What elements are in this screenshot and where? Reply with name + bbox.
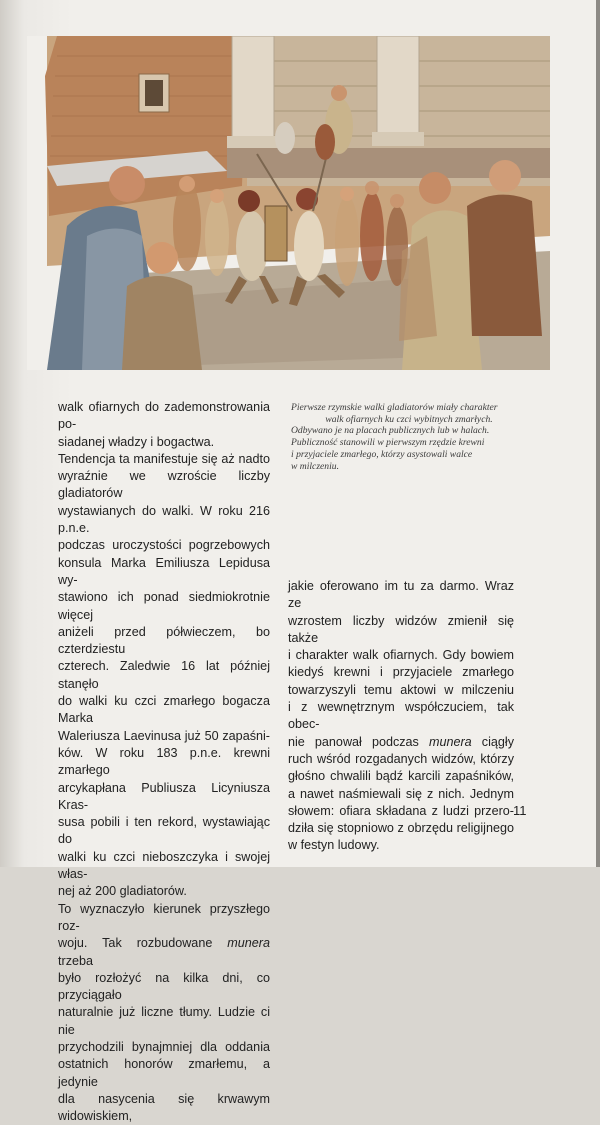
text-line: głośno chwalili bądź karcili zapaśników, bbox=[288, 769, 514, 784]
text-line: walki ku czci nieboszczyka i swojej włas- bbox=[58, 849, 270, 882]
illustration-caption bbox=[291, 402, 527, 472]
paragraph bbox=[58, 901, 270, 1125]
emphasis-munera: munera bbox=[227, 936, 270, 951]
text-line: ruch wśród rozgadanych widzów, którzy bbox=[288, 751, 514, 766]
page-number: 11 bbox=[513, 803, 527, 818]
text-line: i z wewnętrznym współczuciem, tak obec- bbox=[288, 700, 514, 732]
text-line bbox=[58, 935, 270, 970]
text-line: wyraźnie we wzroście liczby gladiatorów bbox=[58, 469, 270, 501]
text-line: w festyn ludowy. bbox=[288, 838, 380, 853]
text-line: czterech. Zaledwie 16 lat później stanęło bbox=[58, 659, 270, 691]
page-edge bbox=[596, 0, 600, 867]
caption-line: w milczeniu. bbox=[291, 460, 339, 472]
caption-line: Odbywano je na placach publicznych lub w halach. bbox=[291, 425, 490, 437]
text-line: To wyznaczyło kierunek przyszłego roz- bbox=[58, 901, 270, 933]
text-line: siadanej władzy i bogactwa. bbox=[58, 434, 215, 449]
text-line: słowem: ofiara składana z ludzi przero- bbox=[288, 803, 514, 818]
text-line: wystawianych do walki. W roku 216 p.n.e. bbox=[58, 503, 270, 536]
text-line: Tendencja ta manifestuje się aż nadto bbox=[58, 451, 270, 466]
text-column-right bbox=[288, 578, 514, 855]
paragraph bbox=[58, 451, 270, 901]
text-line: podczas uroczystości pogrzebowych bbox=[58, 538, 270, 553]
text-line bbox=[288, 734, 514, 751]
gladiator-illustration bbox=[27, 36, 550, 370]
text-line: dla nasycenia się krwawym widowiskiem, bbox=[58, 1091, 270, 1124]
caption-line: Publiczność stanowili w pierwszym rzędzie krewni bbox=[291, 437, 485, 449]
text-line: a nawet naśmiewali się z nich. Jednym bbox=[288, 786, 514, 801]
text-line: przychodzili bynajmniej dla oddania bbox=[58, 1039, 270, 1054]
text-span: woju. Tak rozbudowane bbox=[58, 936, 228, 951]
text-line: i charakter walk ofiarnych. Gdy bowiem bbox=[288, 648, 514, 663]
text-column-left bbox=[58, 399, 270, 1125]
text-line: konsula Marka Emiliusza Lepidusa wy- bbox=[58, 555, 270, 587]
text-line: dziła się stopniowo z obrzędu religijnego bbox=[288, 821, 514, 836]
text-line: walk ofiarnych do zademonstrowania po- bbox=[58, 400, 270, 432]
text-line: kiedyś krewni i przyjaciele zmarłego bbox=[288, 665, 514, 680]
text-line: stawiono ich ponad siedmiokrotnie więcej bbox=[58, 590, 270, 622]
caption-line: Pierwsze rzymskie walki gladiatorów miały charakter bbox=[291, 402, 498, 413]
text-line: aniżeli przed półwieczem, bo czterdziestu bbox=[58, 624, 270, 657]
text-span: trzeba bbox=[58, 953, 94, 968]
paragraph bbox=[58, 399, 270, 451]
text-line: towarzyszyli temu aktowi w milczeniu bbox=[288, 682, 514, 697]
text-line: do walki ku czci zmarłego bogacza Marka bbox=[58, 694, 270, 726]
caption-line: walk ofiarnych ku czci wybitnych zmarłych. bbox=[325, 413, 493, 425]
text-line: było rozłożyć na kilka dni, co przyciągało bbox=[58, 970, 270, 1003]
text-line: jakie oferowano im tu za darmo. Wraz ze bbox=[288, 579, 514, 611]
text-line: arcykapłana Publiusza Licyniusza Kras- bbox=[58, 780, 270, 812]
emphasis-munera: munera bbox=[428, 734, 472, 749]
text-line: naturalnie już liczne tłumy. Ludzie ci nie bbox=[58, 1005, 270, 1037]
caption-line: i przyjaciele zmarłego, którzy asystowali walce bbox=[291, 448, 473, 460]
text-line: ostatnich honorów zmarłemu, a jedynie bbox=[58, 1057, 270, 1089]
text-line: Waleriusza Laevinusa już 50 zapaśni- bbox=[58, 728, 270, 743]
text-line: wzrostem liczby widzów zmienił się także bbox=[288, 613, 514, 645]
text-span: ciągły bbox=[471, 734, 515, 749]
text-line: susa pobili i ten rekord, wystawiając do bbox=[58, 815, 270, 847]
text-line: nej aż 200 gladiatorów. bbox=[58, 884, 187, 899]
text-span: nie panował podczas bbox=[288, 734, 429, 749]
text-line: ków. W roku 183 p.n.e. krewni zmarłego bbox=[58, 745, 270, 778]
